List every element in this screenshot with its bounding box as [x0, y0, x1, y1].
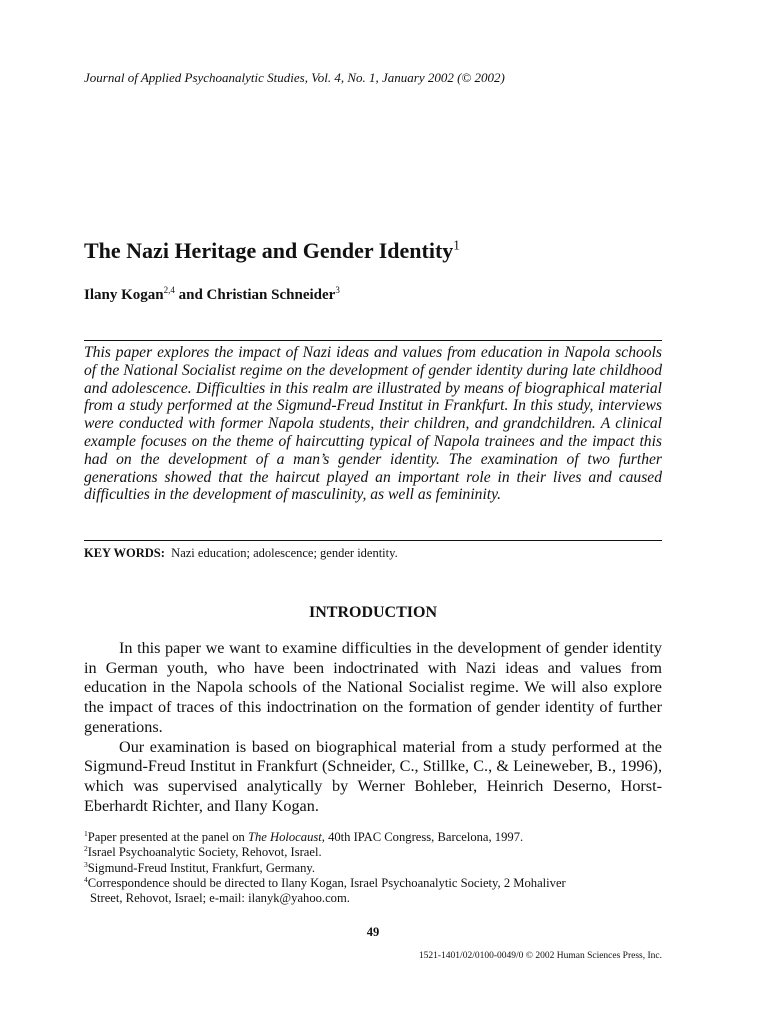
footnote — [84, 830, 674, 845]
page-number: 49 — [366, 925, 380, 939]
copyright-line: 1521-1401/02/0100-0049/0 © 2002 Human Sciences Press, Inc. — [418, 951, 662, 961]
title-footnote-mark: 1 — [453, 237, 460, 253]
keywords-terms: Nazi education; adolescence; gender identity. — [171, 546, 398, 560]
author-2-footnote-marks: 3 — [335, 285, 340, 295]
footnote-mark: 2 — [84, 844, 88, 854]
footnote-text: Correspondence should be directed to Ilany Kogan, Israel Psychoanalytic Society, 2 Mohaliver — [87, 875, 566, 890]
body-text — [84, 639, 662, 816]
running-head: Journal of Applied Psychoanalytic Studies, Vol. 4, No. 1, January 2002 (© 2002) — [84, 70, 505, 85]
footnote-text: Sigmund-Freud Institut, Frankfurt, Germany. — [87, 860, 316, 875]
footnote — [84, 876, 674, 907]
footnote-continuation: Street, Rehovot, Israel; e-mail: ilanyk@yahoo.com. — [90, 891, 350, 906]
footnote-text: Paper presented at the panel on — [87, 830, 248, 844]
body-paragraph: Our examination is based on biographical material from a study performed at the Sigmund-Freud Institut in Frankfurt (Schneider, C., Stillke, C., & Leineweber, B., 1996), which was supervised analytically by Werner Bohleber, Heinrich Deserno, Horst-Eberhardt Richter, and Ilany Kogan. — [84, 737, 662, 815]
abstract-top-rule — [84, 340, 662, 341]
body-paragraph: In this paper we want to examine difficulties in the development of gender identity in German youth, who have been indoctrinated with Nazi ideas and values from education in the Napola schools of the National Socialist regime. We will also explore the impact of traces of this indoctrination on the formation of gender identity of further generations. — [84, 639, 662, 736]
article-title-text: The Nazi Heritage and Gender Identity — [84, 238, 454, 263]
section-heading: INTRODUCTION — [308, 604, 437, 621]
footnote-text: , 40th IPAC Congress, Barcelona, 1997. — [321, 830, 524, 844]
author-1-footnote-marks: 2,4 — [163, 285, 175, 295]
abstract: This paper explores the impact of Nazi ideas and values from education in Napola schools of the National Socialist regime on the development of gender identity during late childhood and adolescence. Difficulties in this realm are illustrated by means of biographical material from a study performed at the Sigmund-Freud Institut in Frankfurt. In this study, interviews were conducted with former Napola students, their children, and grandchildren. A clinical example focuses on the theme of haircutting typical of Napola trainees and the impact this had on the development of a man’s gender identity. The examination of two further generations showed that the haircut played an important role in their lives and caused difficulties in the development of masculinity, as well as femininity. — [84, 344, 662, 504]
footnote-mark: 1 — [84, 828, 88, 838]
abstract-bottom-rule — [84, 540, 662, 541]
author-2-name: Christian Schneider — [206, 287, 336, 303]
author-conjunction: and — [174, 287, 207, 303]
article-title — [84, 238, 684, 264]
author-1-name: Ilany Kogan — [84, 287, 164, 303]
footnote-mark: 4 — [84, 874, 88, 884]
footnote — [84, 861, 674, 876]
footnotes — [84, 830, 674, 906]
keywords — [84, 546, 684, 561]
author-line — [84, 287, 684, 304]
footnote — [84, 845, 674, 860]
footnote-text: Israel Psychoanalytic Society, Rehovot, Israel. — [87, 845, 322, 860]
footnote-mark: 3 — [84, 859, 88, 869]
footnote-italic-text: The Holocaust — [247, 830, 322, 844]
keywords-label: KEY WORDS: — [84, 546, 165, 560]
